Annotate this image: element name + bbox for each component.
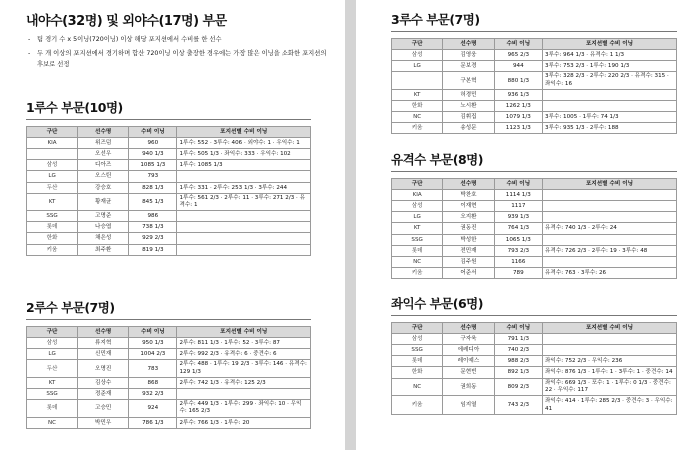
table-row [27, 388, 311, 399]
position-innings-cell [543, 201, 677, 212]
player-name-cell: 디아즈 [78, 160, 129, 171]
section-title: 2루수 부문(7명) [26, 298, 311, 320]
team-cell: 롯데 [27, 400, 78, 418]
team-cell: 롯데 [27, 222, 78, 233]
team-cell: 삼성 [392, 334, 443, 345]
innings-cell: 960 [129, 138, 177, 149]
table-row [392, 234, 677, 245]
position-innings-cell: 좌익수: 752 2/3 · 우익수: 236 [543, 356, 677, 367]
team-header: 구단 [392, 323, 443, 334]
position-innings-cell [543, 234, 677, 245]
player-name-cell: 권희동 [443, 378, 494, 396]
innings-cell: 1123 1/3 [494, 123, 542, 134]
team-cell: 두산 [27, 360, 78, 378]
player-header: 선수명 [443, 39, 494, 50]
third-base-table-host [391, 38, 677, 134]
team-header: 구단 [392, 179, 443, 190]
player-name-cell: 전민재 [443, 245, 494, 256]
player-name-cell: 박성한 [443, 234, 494, 245]
position-innings-cell [177, 222, 311, 233]
table-header-row [27, 327, 311, 338]
team-cell: KIA [27, 138, 78, 149]
innings-cell: 743 2/3 [494, 396, 542, 415]
player-name-cell: 송성문 [443, 123, 494, 134]
team-cell: 한화 [27, 233, 78, 244]
team-cell: KT [27, 377, 78, 388]
table-row [27, 377, 311, 388]
player-name-cell: 나승엽 [78, 222, 129, 233]
player-name-cell: 고승민 [78, 400, 129, 418]
innings-cell: 936 1/3 [494, 89, 542, 100]
team-cell: SSG [392, 345, 443, 356]
stats-table [391, 178, 677, 279]
team-cell [392, 72, 443, 90]
player-name-cell: 어준서 [443, 267, 494, 278]
table-row [392, 245, 677, 256]
innings-cell: 1079 1/3 [494, 112, 542, 123]
team-cell: 두산 [27, 182, 78, 193]
player-name-cell: 정준재 [78, 388, 129, 399]
innings-header: 수비 이닝 [494, 39, 542, 50]
table-row [392, 378, 677, 396]
innings-cell: 944 [494, 61, 542, 72]
document-page-right [356, 0, 700, 450]
position-innings-header: 포지션별 수비 이닝 [177, 127, 311, 138]
team-cell: LG [392, 212, 443, 223]
player-name-cell: 최주환 [78, 244, 129, 255]
page-title: 내야수(32명) 및 외야수(17명) 부문 [26, 14, 227, 29]
table-row [392, 334, 677, 345]
innings-cell: 1166 [494, 256, 542, 267]
table-row [27, 338, 311, 349]
player-name-cell: 김영웅 [443, 50, 494, 61]
position-innings-cell [177, 233, 311, 244]
table-row [392, 123, 677, 134]
stats-table [391, 322, 677, 415]
player-name-cell: 구자욱 [443, 334, 494, 345]
player-name-cell: 문현빈 [443, 367, 494, 378]
table-row [27, 400, 311, 418]
table-row [392, 367, 677, 378]
section-title: 3루수 부문(7명) [391, 10, 677, 32]
innings-cell: 738 1/3 [129, 222, 177, 233]
team-cell: 한화 [392, 367, 443, 378]
team-cell: KT [392, 223, 443, 234]
team-cell: SSG [27, 211, 78, 222]
team-cell: 키움 [392, 396, 443, 415]
innings-cell: 791 1/3 [494, 334, 542, 345]
position-innings-cell: 2루수: 742 1/3 · 유격수: 125 2/3 [177, 377, 311, 388]
player-name-cell: 구본혁 [443, 72, 494, 90]
team-cell: 삼성 [27, 338, 78, 349]
team-cell: 삼성 [392, 201, 443, 212]
innings-cell: 868 [129, 377, 177, 388]
position-innings-cell: 2루수: 992 2/3 · 유격수: 6 · 중견수: 6 [177, 349, 311, 360]
team-header: 구단 [27, 327, 78, 338]
team-cell: SSG [392, 234, 443, 245]
table-row [27, 149, 311, 160]
team-cell: KIA [392, 190, 443, 201]
player-name-cell: 김상수 [78, 377, 129, 388]
team-header: 구단 [392, 39, 443, 50]
position-innings-cell: 3루수: 328 2/3 · 2루수: 220 2/3 · 유격수: 315 · 좌익수: 16 [543, 72, 677, 90]
position-innings-cell [543, 334, 677, 345]
innings-cell: 950 1/3 [129, 338, 177, 349]
player-header: 선수명 [443, 323, 494, 334]
shortstop-section [391, 150, 677, 279]
player-header: 선수명 [443, 179, 494, 190]
table-row [27, 171, 311, 182]
position-innings-cell: 2루수: 811 1/3 · 1루수: 52 · 3루수: 87 [177, 338, 311, 349]
left-field-section [391, 294, 677, 415]
team-cell: NC [392, 378, 443, 396]
position-innings-cell: 2루수: 766 1/3 · 1루수: 20 [177, 417, 311, 428]
player-name-cell: 박찬호 [443, 190, 494, 201]
innings-header: 수비 이닝 [494, 323, 542, 334]
position-innings-cell: 2루수: 449 1/3 · 1루수: 299 · 좌익수: 10 · 우익수: 165 2/3 [177, 400, 311, 418]
team-cell: 키움 [392, 123, 443, 134]
innings-cell: 1085 1/3 [129, 160, 177, 171]
innings-cell: 892 1/3 [494, 367, 542, 378]
stats-table [391, 38, 677, 134]
position-innings-cell [177, 171, 311, 182]
team-cell: 롯데 [392, 356, 443, 367]
position-innings-cell [543, 100, 677, 111]
innings-cell: 793 2/3 [494, 245, 542, 256]
position-innings-cell [543, 256, 677, 267]
table-row [27, 244, 311, 255]
player-name-cell: 채은성 [78, 233, 129, 244]
team-cell: LG [27, 349, 78, 360]
player-name-cell: 권동진 [443, 223, 494, 234]
innings-header: 수비 이닝 [494, 179, 542, 190]
team-cell: NC [392, 112, 443, 123]
table-row [392, 61, 677, 72]
position-innings-cell [177, 244, 311, 255]
table-row [392, 356, 677, 367]
player-name-cell: 오지환 [443, 212, 494, 223]
position-innings-header: 포지션별 수비 이닝 [543, 39, 677, 50]
position-innings-cell [543, 89, 677, 100]
innings-cell: 939 1/3 [494, 212, 542, 223]
team-cell: 키움 [392, 267, 443, 278]
left-field-table-host [391, 322, 677, 415]
position-innings-cell: 1루수: 505 1/3 · 좌익수: 333 · 우익수: 102 [177, 149, 311, 160]
position-innings-cell [543, 212, 677, 223]
player-name-cell: 고명준 [78, 211, 129, 222]
table-row [27, 349, 311, 360]
position-innings-cell: 유격수: 763 · 3루수: 26 [543, 267, 677, 278]
position-innings-header: 포지션별 수비 이닝 [543, 179, 677, 190]
position-innings-cell [177, 211, 311, 222]
table-row [392, 112, 677, 123]
table-row [392, 396, 677, 415]
innings-cell: 986 [129, 211, 177, 222]
first-base-section [26, 98, 311, 256]
innings-cell: 783 [129, 360, 177, 378]
player-name-cell: 이재현 [443, 201, 494, 212]
innings-cell: 819 1/3 [129, 244, 177, 255]
player-name-cell: 류지혁 [78, 338, 129, 349]
team-cell: 롯데 [392, 245, 443, 256]
position-innings-cell [177, 388, 311, 399]
innings-cell: 740 2/3 [494, 345, 542, 356]
criteria-item: - 두 개 이상의 포지션에서 경기하며 합산 720이닝 이상 출장한 경우에는 가장 많은 이닝을 소화한 포지션의 후보로 선정 [28, 48, 328, 71]
position-innings-cell: 유격수: 740 1/3 · 2루수: 24 [543, 223, 677, 234]
criteria-list [28, 34, 328, 73]
table-row [392, 267, 677, 278]
table-row [392, 345, 677, 356]
position-innings-header: 포지션별 수비 이닝 [543, 323, 677, 334]
position-innings-cell [543, 190, 677, 201]
player-header: 선수명 [78, 327, 129, 338]
innings-cell: 809 2/3 [494, 378, 542, 396]
innings-cell: 1114 1/3 [494, 190, 542, 201]
player-name-cell: 박민우 [78, 417, 129, 428]
table-row [392, 100, 677, 111]
team-cell: LG [27, 171, 78, 182]
team-cell: KT [27, 193, 78, 211]
innings-header: 수비 이닝 [129, 127, 177, 138]
table-row [27, 211, 311, 222]
section-title: 좌익수 부문(6명) [391, 294, 677, 316]
position-innings-cell: 유격수: 726 2/3 · 2루수: 19 · 3루수: 48 [543, 245, 677, 256]
innings-cell: 1004 2/3 [129, 349, 177, 360]
team-cell: KT [392, 89, 443, 100]
table-row [392, 223, 677, 234]
innings-cell: 1065 1/3 [494, 234, 542, 245]
player-name-cell: 위즈덤 [78, 138, 129, 149]
innings-cell: 793 [129, 171, 177, 182]
position-innings-cell: 3루수: 964 1/3 · 유격수: 1 1/3 [543, 50, 677, 61]
position-innings-cell: 좌익수: 414 · 1루수: 285 2/3 · 중견수: 3 · 우익수: 41 [543, 396, 677, 415]
innings-cell: 929 2/3 [129, 233, 177, 244]
position-innings-cell [543, 345, 677, 356]
innings-header: 수비 이닝 [129, 327, 177, 338]
player-name-cell: 오스틴 [78, 171, 129, 182]
innings-cell: 932 2/3 [129, 388, 177, 399]
table-row [27, 138, 311, 149]
innings-cell: 988 2/3 [494, 356, 542, 367]
table-header-row [392, 179, 677, 190]
position-innings-cell: 1루수: 1085 1/3 [177, 160, 311, 171]
player-name-cell: 김주원 [443, 256, 494, 267]
table-header-row [392, 39, 677, 50]
innings-cell: 965 2/3 [494, 50, 542, 61]
table-row [392, 201, 677, 212]
position-innings-cell: 좌익수: 669 1/3 · 포수: 1 · 1루수: 0 1/3 · 중견수: 22 · 우익수: 117 [543, 378, 677, 396]
player-name-cell: 레이예스 [443, 356, 494, 367]
table-row [392, 50, 677, 61]
table-row [27, 360, 311, 378]
team-cell [27, 149, 78, 160]
team-cell: 삼성 [392, 50, 443, 61]
player-name-cell: 김휘집 [443, 112, 494, 123]
document-page-left [0, 0, 345, 450]
team-cell: 삼성 [27, 160, 78, 171]
innings-cell: 880 1/3 [494, 72, 542, 90]
table-row [27, 222, 311, 233]
position-innings-cell: 1루수: 552 · 3루수: 406 · 외야수: 1 · 우익수: 1 [177, 138, 311, 149]
position-innings-header: 포지션별 수비 이닝 [177, 327, 311, 338]
table-row [27, 233, 311, 244]
table-row [392, 190, 677, 201]
table-row [392, 256, 677, 267]
innings-cell: 845 1/3 [129, 193, 177, 211]
player-name-cell: 오선우 [78, 149, 129, 160]
table-row [392, 212, 677, 223]
position-innings-cell: 1루수: 561 2/3 · 2루수: 11 · 3루수: 271 2/3 · 유격수: 1 [177, 193, 311, 211]
innings-cell: 940 1/3 [129, 149, 177, 160]
second-base-table-host [26, 326, 311, 429]
stats-table [26, 326, 311, 429]
position-innings-cell: 좌익수: 876 1/3 · 1루수: 1 · 3루수: 1 · 중견수: 14 [543, 367, 677, 378]
second-base-section [26, 298, 311, 429]
third-base-section [391, 10, 677, 134]
innings-cell: 1262 1/3 [494, 100, 542, 111]
section-title: 유격수 부문(8명) [391, 150, 677, 172]
table-row [392, 72, 677, 90]
position-innings-cell: 3루수: 753 2/3 · 1루수: 190 1/3 [543, 61, 677, 72]
criteria-item: - 팀 경기 수 x 5이닝(720이닝) 이상 해당 포지션에서 수비를 한 선수 [28, 34, 328, 46]
first-base-table-host [26, 126, 311, 256]
table-header-row [392, 323, 677, 334]
player-header: 선수명 [78, 127, 129, 138]
page-gutter [345, 0, 356, 450]
team-cell: LG [392, 61, 443, 72]
innings-cell: 1117 [494, 201, 542, 212]
shortstop-table-host [391, 178, 677, 279]
table-row [27, 417, 311, 428]
position-innings-cell: 2루수: 488 · 1루수: 19 2/3 · 3루수: 146 · 유격수: 129 1/3 [177, 360, 311, 378]
player-name-cell: 에레디아 [443, 345, 494, 356]
team-cell: 한화 [392, 100, 443, 111]
table-row [27, 160, 311, 171]
player-name-cell: 오명진 [78, 360, 129, 378]
player-name-cell: 노시환 [443, 100, 494, 111]
player-name-cell: 허경민 [443, 89, 494, 100]
team-cell: SSG [27, 388, 78, 399]
player-name-cell: 황재균 [78, 193, 129, 211]
innings-cell: 789 [494, 267, 542, 278]
position-innings-cell: 3루수: 1005 · 1루수: 74 1/3 [543, 112, 677, 123]
table-header-row [27, 127, 311, 138]
player-name-cell: 문보경 [443, 61, 494, 72]
section-title: 1루수 부문(10명) [26, 98, 311, 120]
innings-cell: 786 1/3 [129, 417, 177, 428]
innings-cell: 764 1/3 [494, 223, 542, 234]
innings-cell: 924 [129, 400, 177, 418]
player-name-cell: 강승호 [78, 182, 129, 193]
team-cell: NC [27, 417, 78, 428]
innings-cell: 828 1/3 [129, 182, 177, 193]
team-cell: NC [392, 256, 443, 267]
team-cell: 키움 [27, 244, 78, 255]
table-row [27, 182, 311, 193]
player-name-cell: 임지열 [443, 396, 494, 415]
stats-table [26, 126, 311, 256]
table-row [392, 89, 677, 100]
team-header: 구단 [27, 127, 78, 138]
player-name-cell: 신민재 [78, 349, 129, 360]
position-innings-cell: 1루수: 331 · 2루수: 253 1/3 · 3루수: 244 [177, 182, 311, 193]
position-innings-cell: 3루수: 935 1/3 · 2루수: 188 [543, 123, 677, 134]
table-row [27, 193, 311, 211]
